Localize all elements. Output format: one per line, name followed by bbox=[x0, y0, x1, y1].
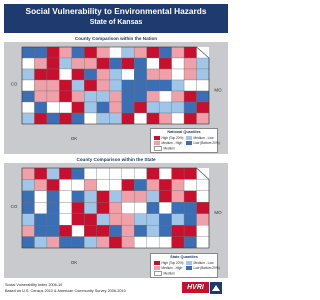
county[interactable] bbox=[84, 179, 96, 190]
county[interactable] bbox=[122, 191, 134, 202]
county[interactable] bbox=[147, 47, 159, 58]
county[interactable] bbox=[59, 191, 71, 202]
county[interactable] bbox=[122, 69, 134, 80]
county[interactable] bbox=[34, 225, 46, 236]
legend-item-medium-low: Medium - Low bbox=[186, 261, 214, 265]
state-subtitle: State of Kansas bbox=[89, 19, 143, 26]
county[interactable] bbox=[159, 237, 171, 248]
county[interactable] bbox=[159, 47, 171, 58]
swatch bbox=[154, 141, 160, 144]
county[interactable] bbox=[59, 168, 71, 179]
county[interactable] bbox=[47, 47, 59, 58]
state-legend bbox=[150, 253, 218, 278]
state-label-west: CO bbox=[10, 81, 18, 87]
county[interactable] bbox=[197, 69, 209, 80]
county[interactable] bbox=[122, 102, 134, 113]
county[interactable] bbox=[172, 102, 184, 113]
county[interactable] bbox=[172, 225, 184, 236]
county[interactable] bbox=[159, 58, 171, 69]
county[interactable] bbox=[72, 47, 84, 58]
county[interactable] bbox=[34, 202, 46, 213]
county[interactable] bbox=[47, 225, 59, 236]
county[interactable] bbox=[34, 47, 46, 58]
county[interactable] bbox=[72, 168, 84, 179]
county[interactable] bbox=[109, 202, 121, 213]
county[interactable] bbox=[72, 237, 84, 248]
county[interactable] bbox=[47, 91, 59, 102]
county[interactable] bbox=[84, 237, 96, 248]
county[interactable] bbox=[147, 237, 159, 248]
county[interactable] bbox=[22, 91, 34, 102]
county[interactable] bbox=[159, 191, 171, 202]
state-label-south: OK bbox=[70, 136, 78, 141]
county[interactable] bbox=[159, 102, 171, 113]
county[interactable] bbox=[47, 202, 59, 213]
county[interactable] bbox=[84, 202, 96, 213]
county[interactable] bbox=[109, 91, 121, 102]
county[interactable] bbox=[34, 237, 46, 248]
county[interactable] bbox=[184, 202, 196, 213]
county[interactable] bbox=[72, 113, 84, 124]
county[interactable] bbox=[72, 179, 84, 190]
county[interactable] bbox=[59, 58, 71, 69]
county[interactable] bbox=[197, 214, 209, 225]
swatch bbox=[154, 266, 160, 269]
county[interactable] bbox=[47, 168, 59, 179]
county[interactable] bbox=[184, 80, 196, 91]
county[interactable] bbox=[59, 179, 71, 190]
county[interactable] bbox=[172, 58, 184, 69]
county[interactable] bbox=[34, 69, 46, 80]
county[interactable] bbox=[159, 91, 171, 102]
county[interactable] bbox=[122, 91, 134, 102]
county[interactable] bbox=[109, 113, 121, 124]
county[interactable] bbox=[184, 58, 196, 69]
county[interactable] bbox=[184, 237, 196, 248]
county[interactable] bbox=[197, 191, 209, 202]
county[interactable] bbox=[34, 179, 46, 190]
county[interactable] bbox=[59, 113, 71, 124]
county[interactable] bbox=[134, 47, 146, 58]
county[interactable] bbox=[97, 102, 109, 113]
county[interactable] bbox=[184, 102, 196, 113]
county[interactable] bbox=[97, 237, 109, 248]
county[interactable] bbox=[134, 237, 146, 248]
county[interactable] bbox=[134, 91, 146, 102]
county[interactable] bbox=[109, 191, 121, 202]
county[interactable] bbox=[72, 58, 84, 69]
source-note: Based on U.S. Census 2010 & American Community Survey 2006-2010 bbox=[5, 289, 126, 293]
footer bbox=[4, 282, 228, 298]
county[interactable] bbox=[59, 47, 71, 58]
county[interactable] bbox=[47, 102, 59, 113]
county[interactable] bbox=[122, 47, 134, 58]
county[interactable] bbox=[34, 113, 46, 124]
county[interactable] bbox=[109, 225, 121, 236]
county[interactable] bbox=[159, 225, 171, 236]
county[interactable] bbox=[134, 225, 146, 236]
county[interactable] bbox=[59, 214, 71, 225]
county[interactable] bbox=[172, 69, 184, 80]
swatch bbox=[154, 136, 160, 139]
county[interactable] bbox=[159, 168, 171, 179]
county[interactable] bbox=[72, 214, 84, 225]
legend-item-high: High (Top 20%) bbox=[154, 136, 183, 140]
legend-item-low: Low (Bottom 20%) bbox=[186, 141, 220, 145]
county[interactable] bbox=[147, 179, 159, 190]
county[interactable] bbox=[22, 225, 34, 236]
county[interactable] bbox=[122, 237, 134, 248]
state-comparison-panel bbox=[4, 156, 228, 278]
county[interactable] bbox=[47, 214, 59, 225]
county[interactable] bbox=[197, 179, 209, 190]
county[interactable] bbox=[84, 191, 96, 202]
county[interactable] bbox=[109, 168, 121, 179]
county[interactable] bbox=[109, 80, 121, 91]
county[interactable] bbox=[147, 214, 159, 225]
county[interactable] bbox=[22, 47, 34, 58]
national-comparison-panel bbox=[4, 35, 228, 154]
hvri-logo-mark-icon bbox=[210, 282, 222, 294]
county[interactable] bbox=[22, 80, 34, 91]
county[interactable] bbox=[197, 102, 209, 113]
county[interactable] bbox=[34, 168, 46, 179]
county[interactable] bbox=[34, 80, 46, 91]
county[interactable] bbox=[72, 102, 84, 113]
county[interactable] bbox=[197, 202, 209, 213]
county[interactable] bbox=[97, 91, 109, 102]
county[interactable] bbox=[109, 58, 121, 69]
county[interactable] bbox=[22, 58, 34, 69]
hvri-logo: HVRI bbox=[182, 282, 209, 293]
county[interactable] bbox=[134, 191, 146, 202]
county[interactable] bbox=[147, 191, 159, 202]
county[interactable] bbox=[22, 69, 34, 80]
county[interactable] bbox=[134, 168, 146, 179]
county[interactable] bbox=[59, 237, 71, 248]
county[interactable] bbox=[122, 202, 134, 213]
county[interactable] bbox=[97, 69, 109, 80]
county[interactable] bbox=[134, 113, 146, 124]
county[interactable] bbox=[109, 69, 121, 80]
county[interactable] bbox=[184, 168, 196, 179]
county[interactable] bbox=[197, 58, 209, 69]
county[interactable] bbox=[172, 80, 184, 91]
swatch bbox=[186, 266, 192, 269]
county[interactable] bbox=[84, 113, 96, 124]
county[interactable] bbox=[97, 191, 109, 202]
legend-item-high: High (Top 20%) bbox=[154, 261, 183, 265]
county[interactable] bbox=[22, 202, 34, 213]
county[interactable] bbox=[147, 202, 159, 213]
state-label-east: MO bbox=[214, 87, 222, 93]
county[interactable] bbox=[134, 80, 146, 91]
county[interactable] bbox=[84, 47, 96, 58]
legend-item-medium-high: Medium - High bbox=[154, 141, 182, 145]
county[interactable] bbox=[184, 91, 196, 102]
swatch bbox=[154, 261, 160, 264]
county[interactable] bbox=[59, 102, 71, 113]
county[interactable] bbox=[172, 191, 184, 202]
legend-item-medium-low: Medium - Low bbox=[186, 136, 214, 140]
county[interactable] bbox=[159, 179, 171, 190]
county[interactable] bbox=[134, 58, 146, 69]
swatch bbox=[154, 271, 162, 276]
county[interactable] bbox=[59, 202, 71, 213]
county[interactable] bbox=[34, 191, 46, 202]
county[interactable] bbox=[34, 58, 46, 69]
county[interactable] bbox=[72, 191, 84, 202]
county[interactable] bbox=[147, 113, 159, 124]
county[interactable] bbox=[97, 168, 109, 179]
county[interactable] bbox=[172, 237, 184, 248]
map-title: County Comparison within the Nation bbox=[4, 35, 228, 42]
main-title: Social Vulnerability to Environmental Hazards bbox=[25, 6, 207, 16]
county[interactable] bbox=[47, 237, 59, 248]
county[interactable] bbox=[122, 214, 134, 225]
county[interactable] bbox=[122, 58, 134, 69]
county[interactable] bbox=[84, 225, 96, 236]
county[interactable] bbox=[84, 58, 96, 69]
county[interactable] bbox=[184, 225, 196, 236]
county[interactable] bbox=[184, 191, 196, 202]
legend-item-medium-high: Medium - High bbox=[154, 266, 182, 270]
county[interactable] bbox=[147, 168, 159, 179]
county[interactable] bbox=[59, 91, 71, 102]
county[interactable] bbox=[72, 91, 84, 102]
county[interactable] bbox=[147, 102, 159, 113]
county[interactable] bbox=[147, 80, 159, 91]
index-note: Social Vulnerability Index 2006-10 bbox=[5, 283, 63, 287]
county[interactable] bbox=[172, 202, 184, 213]
swatch bbox=[186, 136, 192, 139]
county[interactable] bbox=[34, 214, 46, 225]
legend-item-low: Low (Bottom 20%) bbox=[186, 266, 220, 270]
county[interactable] bbox=[134, 179, 146, 190]
county[interactable] bbox=[159, 69, 171, 80]
legend-item-medium: Medium bbox=[154, 146, 175, 151]
county[interactable] bbox=[97, 202, 109, 213]
county[interactable] bbox=[84, 69, 96, 80]
county[interactable] bbox=[59, 225, 71, 236]
county[interactable] bbox=[72, 202, 84, 213]
county[interactable] bbox=[197, 237, 209, 248]
swatch bbox=[186, 141, 192, 144]
county[interactable] bbox=[22, 113, 34, 124]
county[interactable] bbox=[97, 179, 109, 190]
county[interactable] bbox=[72, 69, 84, 80]
state-label-west: CO bbox=[10, 204, 18, 209]
county[interactable] bbox=[184, 214, 196, 225]
map-title: County Comparison within the State bbox=[4, 156, 228, 163]
county[interactable] bbox=[72, 225, 84, 236]
county[interactable] bbox=[159, 214, 171, 225]
county[interactable] bbox=[147, 69, 159, 80]
county[interactable] bbox=[84, 80, 96, 91]
map-header bbox=[4, 4, 228, 33]
county[interactable] bbox=[147, 225, 159, 236]
county[interactable] bbox=[184, 69, 196, 80]
county[interactable] bbox=[84, 91, 96, 102]
county[interactable] bbox=[109, 102, 121, 113]
county[interactable] bbox=[97, 225, 109, 236]
county[interactable] bbox=[22, 191, 34, 202]
county[interactable] bbox=[172, 113, 184, 124]
county[interactable] bbox=[97, 47, 109, 58]
county[interactable] bbox=[197, 113, 209, 124]
county[interactable] bbox=[172, 47, 184, 58]
county[interactable] bbox=[97, 113, 109, 124]
county[interactable] bbox=[197, 225, 209, 236]
county[interactable] bbox=[109, 179, 121, 190]
county[interactable] bbox=[172, 179, 184, 190]
county[interactable] bbox=[47, 58, 59, 69]
county[interactable] bbox=[134, 214, 146, 225]
county[interactable] bbox=[109, 47, 121, 58]
county[interactable] bbox=[47, 179, 59, 190]
county[interactable] bbox=[159, 202, 171, 213]
county[interactable] bbox=[22, 102, 34, 113]
county[interactable] bbox=[47, 191, 59, 202]
county[interactable] bbox=[147, 58, 159, 69]
state-label-east: MO bbox=[214, 210, 222, 215]
county[interactable] bbox=[122, 80, 134, 91]
county[interactable] bbox=[47, 80, 59, 91]
county[interactable] bbox=[22, 179, 34, 190]
county[interactable] bbox=[34, 102, 46, 113]
county[interactable] bbox=[122, 168, 134, 179]
county[interactable] bbox=[34, 91, 46, 102]
county[interactable] bbox=[97, 214, 109, 225]
legend-title: State Quantiles bbox=[170, 255, 198, 259]
county[interactable] bbox=[109, 214, 121, 225]
county[interactable] bbox=[59, 80, 71, 91]
county[interactable] bbox=[47, 113, 59, 124]
county[interactable] bbox=[47, 69, 59, 80]
swatch bbox=[186, 261, 192, 264]
county[interactable] bbox=[97, 58, 109, 69]
county[interactable] bbox=[109, 237, 121, 248]
county[interactable] bbox=[84, 214, 96, 225]
county[interactable] bbox=[184, 47, 196, 58]
county[interactable] bbox=[122, 179, 134, 190]
state-label-south: OK bbox=[70, 260, 78, 265]
county[interactable] bbox=[184, 179, 196, 190]
county[interactable] bbox=[172, 168, 184, 179]
county[interactable] bbox=[172, 91, 184, 102]
county[interactable] bbox=[159, 113, 171, 124]
county[interactable] bbox=[197, 91, 209, 102]
legend-title: National Quantiles bbox=[167, 130, 201, 134]
county[interactable] bbox=[84, 168, 96, 179]
county[interactable] bbox=[134, 202, 146, 213]
county[interactable] bbox=[197, 80, 209, 91]
swatch bbox=[154, 146, 162, 151]
county[interactable] bbox=[134, 102, 146, 113]
county[interactable] bbox=[22, 237, 34, 248]
county[interactable] bbox=[159, 80, 171, 91]
county[interactable] bbox=[72, 80, 84, 91]
national-legend bbox=[150, 128, 218, 153]
county[interactable] bbox=[134, 69, 146, 80]
county[interactable] bbox=[122, 113, 134, 124]
county[interactable] bbox=[97, 80, 109, 91]
county[interactable] bbox=[122, 225, 134, 236]
legend-item-medium: Medium bbox=[154, 271, 175, 276]
county[interactable] bbox=[22, 168, 34, 179]
county[interactable] bbox=[172, 214, 184, 225]
county[interactable] bbox=[59, 69, 71, 80]
county[interactable] bbox=[22, 214, 34, 225]
county[interactable] bbox=[84, 102, 96, 113]
county[interactable] bbox=[184, 113, 196, 124]
county[interactable] bbox=[147, 91, 159, 102]
